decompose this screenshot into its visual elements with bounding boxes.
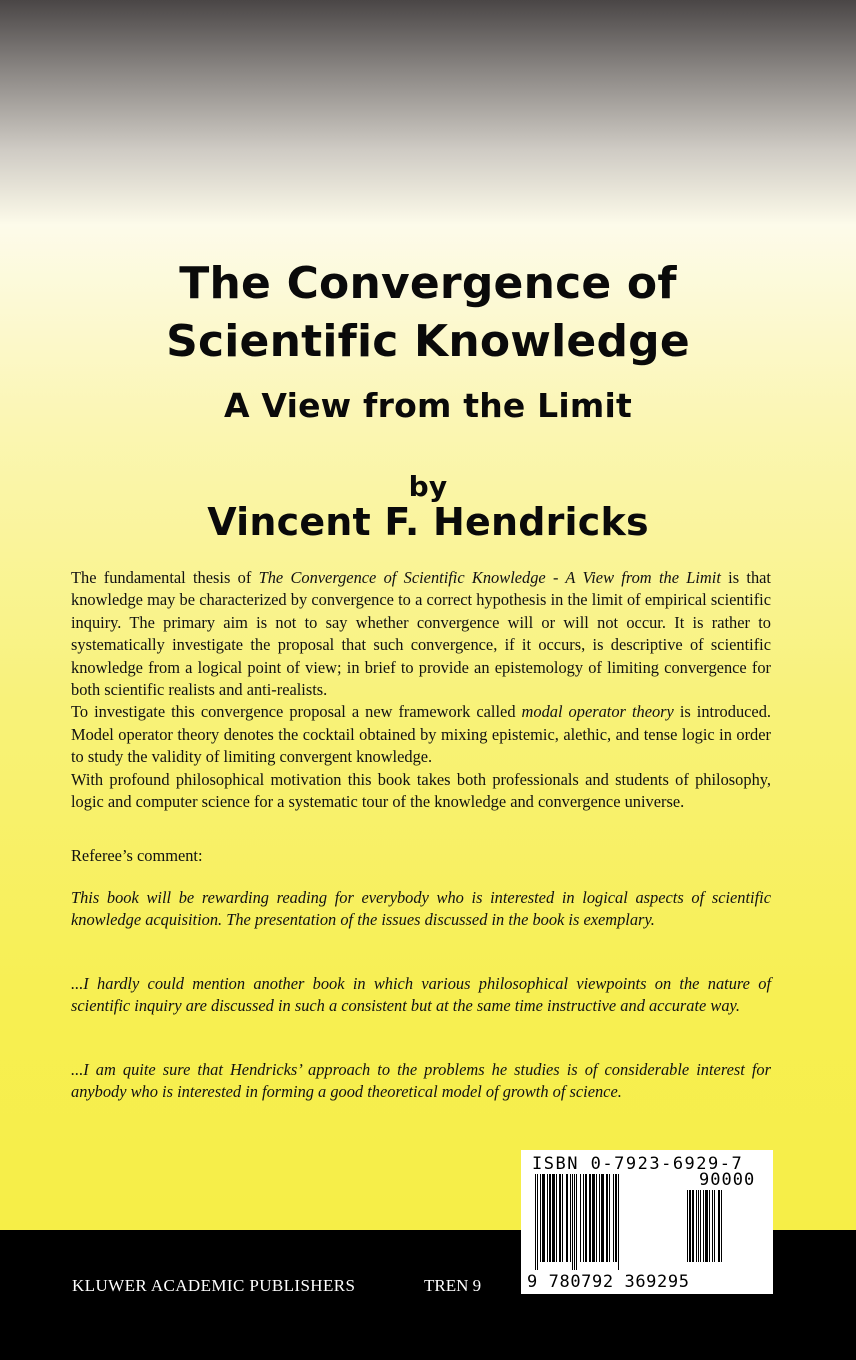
ean-barcode-bars xyxy=(535,1174,685,1274)
addon-barcode-bars xyxy=(687,1190,767,1272)
description-paragraph-2 xyxy=(71,701,771,768)
referee-quote-2: ...I hardly could mention another book in which various philosophical viewpoints on the nature of scientific inquiry are discussed in such a consistent but at the same time instructive and accurate way. xyxy=(71,974,771,1016)
book-description xyxy=(71,567,771,813)
barcode-bar xyxy=(576,1174,577,1270)
barcode-bar xyxy=(609,1174,610,1262)
barcode-bar xyxy=(596,1174,597,1262)
barcode-bar xyxy=(540,1174,541,1262)
ean-digits: 9 780792 369295 xyxy=(527,1272,690,1292)
description-paragraph-1 xyxy=(71,567,771,701)
barcode-bar xyxy=(585,1174,587,1262)
description-p2-term: modal operator theory xyxy=(521,702,674,722)
barcode-bar xyxy=(537,1174,538,1270)
barcode-bar xyxy=(572,1174,573,1270)
barcode-bar xyxy=(580,1174,581,1262)
barcode-bar xyxy=(601,1174,604,1262)
barcode-bar xyxy=(547,1174,548,1262)
by-label: by xyxy=(408,470,448,503)
barcode-bar xyxy=(583,1174,584,1262)
author-name: Vincent F. Hendricks xyxy=(207,500,649,544)
barcode-bar xyxy=(613,1174,614,1262)
description-p2-intro: To investigate this convergence proposal a new framework called xyxy=(71,702,522,722)
barcode-bar xyxy=(703,1190,704,1262)
barcode-bar xyxy=(692,1190,694,1262)
barcode-bar xyxy=(566,1174,568,1262)
description-p1-title: The Convergence of Scientific Knowledge - A View from the Limit xyxy=(258,568,721,587)
barcode-bar xyxy=(599,1174,600,1262)
barcode-bar xyxy=(714,1190,715,1262)
isbn-barcode xyxy=(521,1150,773,1294)
publisher-name: KLUWER ACADEMIC PUBLISHERS xyxy=(72,1276,356,1295)
barcode-bar xyxy=(606,1174,608,1262)
referee-quote-3: ...I am quite sure that Hendricks’ approach to the problems he studies is of considerable interest for anybody who is interested in forming a good theoretical model of growth of science. xyxy=(71,1060,771,1102)
price-addon-code: 90000 xyxy=(699,1170,756,1190)
barcode-bar xyxy=(589,1174,591,1262)
barcode-bar xyxy=(712,1190,713,1262)
description-p1-intro: The fundamental thesis of xyxy=(71,568,259,587)
book-subtitle: A View from the Limit xyxy=(224,386,632,425)
barcode-bar xyxy=(535,1174,536,1270)
barcode-bar xyxy=(552,1174,555,1262)
description-p1-rest: is that knowledge may be characterized by convergence to a correct hypothesis in the limit of empirical scientific inquiry. The primary aim is not to say whether convergence will or will not occur. It is rather to systematically investigate the proposal that such convergence, if it occurs, is descriptive of scientific knowledge from a logical point of view; in brief to provide an epistemology of limiting convergence for both scientific realists and anti-realists. xyxy=(71,568,771,700)
barcode-bar xyxy=(549,1174,551,1262)
barcode-bar xyxy=(542,1174,545,1262)
referee-comment-label: Referee’s comment: xyxy=(71,846,203,865)
barcode-bar xyxy=(698,1190,699,1262)
series-code: TREN 9 xyxy=(424,1276,482,1295)
description-p2-rest: is introduced. Model operator theory denotes the cocktail obtained by mixing epistemic, alethic, and tense logic in order to study the validity of limiting convergent knowledge. xyxy=(71,702,771,767)
book-title-line-2: Scientific Knowledge xyxy=(166,316,690,367)
barcode-bar xyxy=(556,1174,557,1262)
barcode-bar xyxy=(721,1190,722,1262)
barcode-bar xyxy=(687,1190,688,1262)
barcode-bar xyxy=(718,1190,720,1262)
barcode-bar xyxy=(559,1174,561,1262)
referee-quote-1: This book will be rewarding reading for everybody who is interested in logical aspects of scientific knowledge acquisition. The presentation of the issues discussed in the book is exemplary. xyxy=(71,888,771,930)
barcode-bar xyxy=(615,1174,617,1262)
isbn-number: ISBN 0-7923-6929-7 xyxy=(532,1154,744,1174)
barcode-bar xyxy=(570,1174,571,1262)
barcode-bar xyxy=(700,1190,701,1262)
barcode-bar xyxy=(709,1190,710,1262)
barcode-bar xyxy=(696,1190,697,1262)
barcode-bar xyxy=(689,1190,691,1262)
book-title-line-1: The Convergence of xyxy=(179,258,677,309)
barcode-bar xyxy=(592,1174,595,1262)
barcode-bar xyxy=(618,1174,619,1270)
barcode-bar xyxy=(562,1174,563,1262)
barcode-bar xyxy=(705,1190,708,1262)
barcode-bar xyxy=(574,1174,575,1270)
description-paragraph-3: With profound philosophical motivation this book takes both professionals and students of philosophy, logic and computer science for a systematic tour of the knowledge and convergence universe. xyxy=(71,769,771,812)
